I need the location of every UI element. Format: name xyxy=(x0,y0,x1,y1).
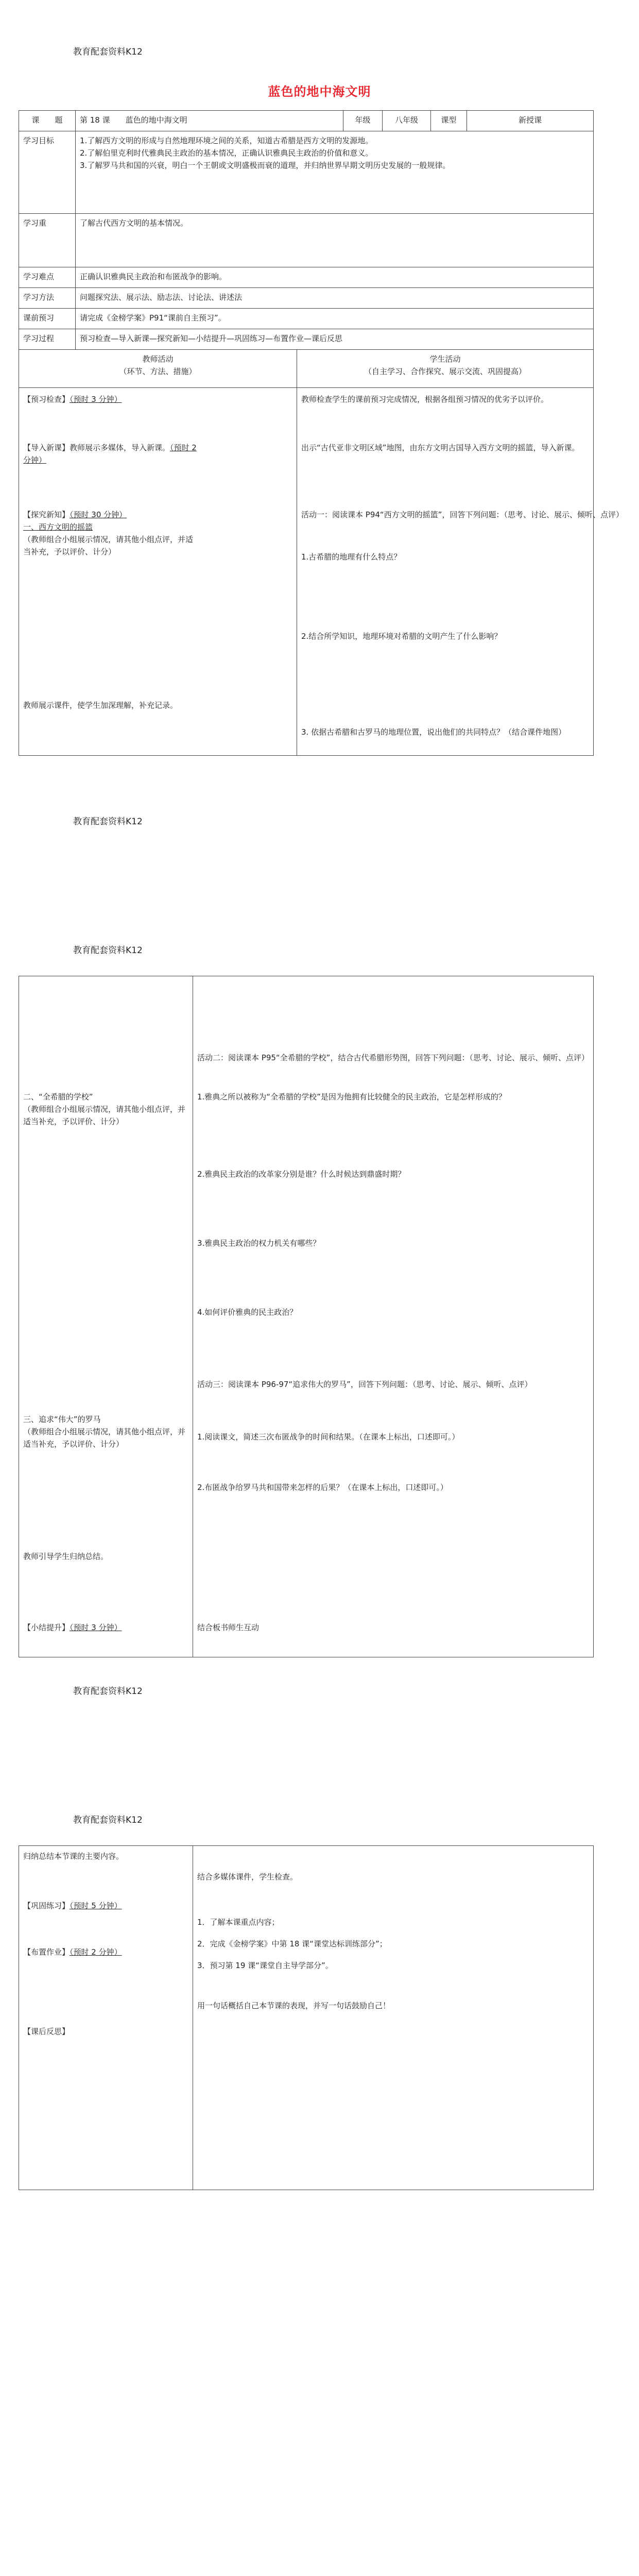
intro-desc: 出示“古代亚非文明区域”地图，由东方文明古国导入西方文明的摇篮，导入新课。 xyxy=(301,443,580,452)
activity1: 活动一：阅读课本 P94“西方文明的摇篮”，回答下列问题：（思考、讨论、展示、倾听、点评） xyxy=(301,510,624,519)
focus-value: 了解古代西方文明的基本情况。 xyxy=(76,214,594,267)
section2-note: （教师组合小组展示情况，请其他小组点评，并适当补充，予以评价、计分） xyxy=(23,1105,186,1126)
section3-heading: 三、追求“伟大”的罗马 xyxy=(23,1415,101,1424)
explore-time: （预时 30 分钟） xyxy=(70,510,127,519)
activity2-q4: 4.如何评价雅典的民主政治？ xyxy=(197,1308,298,1317)
goals-label: 学习目标 xyxy=(19,131,76,214)
intro-text: 教师展示多媒体，导入新课。 xyxy=(70,443,170,452)
activity1-q2: 2.结合所学知识，地理环境对希腊的文明产生了什么影响？ xyxy=(301,632,502,641)
wrap-text: 结合板书师生互动 xyxy=(197,1623,260,1632)
activity1-q1: 1.古希腊的地理有什么特点？ xyxy=(301,552,402,562)
type-value: 新授课 xyxy=(467,111,594,131)
grade-value: 八年级 xyxy=(383,111,431,131)
focus-label: 学习重 xyxy=(19,214,76,267)
homework-time: （预时 2 分钟） xyxy=(70,1947,122,1957)
section2-heading: 二、“全希腊的学校” xyxy=(23,1092,93,1101)
running-header: 教育配套资料K12 xyxy=(73,47,143,57)
wrap-time: （预时 3 分钟） xyxy=(70,1623,122,1632)
page-title: 蓝色的地中海文明 xyxy=(268,84,371,99)
teacher-activities-p2 xyxy=(19,976,193,1657)
preview-value: 请完成《金榜学案》P91“课前自主预习”。 xyxy=(76,309,594,329)
running-footer: 教育配套资料K12 xyxy=(73,1686,143,1697)
teacher-activities-p3 xyxy=(19,1846,193,2190)
intro-time: （预时 2 分钟） xyxy=(23,443,197,465)
homework-item: 2．完成《金榜学案》中第 18 课“课堂达标训练部分”； xyxy=(197,1939,387,1948)
goal-item: 2.了解伯里克利时代雅典民主政治的基本情况，正确认识雅典民主政治的价值和意义。 xyxy=(80,148,373,158)
section3-note: （教师组合小组展示情况，请其他小组点评，并适当补充，予以评价、计分） xyxy=(23,1427,186,1449)
student-column-header: 学生活动 （自主学习、合作探究、展示交流、巩固提高） xyxy=(297,350,594,388)
difficulty-label: 学习难点 xyxy=(19,267,76,288)
reflect-text: 用一句话概括自己本节课的表现，并写一句话鼓励自己！ xyxy=(197,2001,391,2010)
section1-heading: 一、西方文明的摇篮 xyxy=(23,522,93,532)
method-label: 学习方法 xyxy=(19,288,76,309)
running-footer: 教育配套资料K12 xyxy=(73,817,143,827)
section1-note: （教师组合小组展示情况，请其他小组点评，并适当补充，予以评价、计分） xyxy=(23,535,194,556)
teacher-column-header: 教师活动 （环节、方法、措施） xyxy=(19,350,297,388)
running-header: 教育配套资料K12 xyxy=(73,945,143,956)
difficulty-value: 正确认识雅典民主政治和布匿战争的影响。 xyxy=(76,267,594,288)
method-value: 问题探究法、展示法、励志法、讨论法、讲述法 xyxy=(76,288,594,309)
student-activities-p1 xyxy=(297,388,624,756)
check-text: 教师检查学生的课前预习完成情况，根据各组预习情况的优劣予以评价。 xyxy=(301,395,549,404)
guide-note: 教师引导学生归纳总结。 xyxy=(23,1552,109,1561)
practice-time: （预时 5 分钟） xyxy=(70,1901,122,1910)
lesson-plan-table-page1 xyxy=(19,110,624,756)
homework-item: 3．预习第 19 课“课堂自主导学部分”。 xyxy=(197,1961,333,1970)
wrap-label: 【小结提升】 xyxy=(23,1623,70,1632)
activity3-q2: 2.布匿战争给罗马共和国带来怎样的后果？（在课本上标出，口述即可。） xyxy=(197,1483,448,1492)
lesson-label: 课 题 xyxy=(19,111,76,131)
activity3-q1: 1.阅读课文，简述三次布匿战争的时间和结果。（在课本上标出，口述即可。） xyxy=(197,1432,460,1442)
student-activities-p3 xyxy=(193,1846,594,2190)
lesson-plan-table-page2 xyxy=(19,976,594,1657)
activity1-q3: 3. 依据古希腊和古罗马的地理位置，说出他们的共同特点？（结合课件地图） xyxy=(301,727,566,737)
student-activities-p2 xyxy=(193,976,594,1657)
activity2-q1: 1.雅典之所以被称为“全希腊的学校”是因为他拥有比较健全的民主政治，它是怎样形成的？ xyxy=(197,1092,506,1101)
goal-item: 1.了解西方文明的形成与自然地理环境之间的关系，知道古希腊是西方文明的发源地。 xyxy=(80,136,373,145)
process-label: 学习过程 xyxy=(19,329,76,350)
type-label: 课型 xyxy=(431,111,467,131)
preview-label: 课前预习 xyxy=(19,309,76,329)
activity2-q2: 2.雅典民主政治的改革家分别是谁？什么时候达到鼎盛时期？ xyxy=(197,1170,406,1179)
grade-label: 年级 xyxy=(343,111,383,131)
intro-label: 【导入新课】 xyxy=(23,443,70,452)
practice-label: 【巩固练习】 xyxy=(23,1901,70,1910)
activity2: 活动二：阅读课本 P95“全希腊的学校”，结合古代希腊形势图，回答下列问题：（思考、讨论、展示、倾听、点评） xyxy=(197,1053,589,1062)
practice-text: 结合多媒体课件，学生检查。 xyxy=(197,1872,298,1882)
summary-text: 归纳总结本节课的主要内容。 xyxy=(23,1852,124,1861)
check-time: （预时 3 分钟） xyxy=(70,395,122,404)
lesson-value: 第 18 课 蓝色的地中海文明 xyxy=(76,111,343,131)
process-value: 预习检查—导入新课—探究新知—小结提升—巩固练习—布置作业—课后反思 xyxy=(76,329,594,350)
lesson-plan-table-page3 xyxy=(19,1845,594,2190)
homework-item: 1．了解本课重点内容； xyxy=(197,1918,280,1927)
goals-content xyxy=(76,131,594,214)
homework-label: 【布置作业】 xyxy=(23,1947,70,1957)
reflect-label: 【课后反思】 xyxy=(23,2027,70,2036)
summary-note: 教师展示课件，使学生加深理解，补充记录。 xyxy=(23,701,178,710)
goal-item: 3.了解罗马共和国的兴衰，明白一个王朝或文明盛极而衰的道理，并归纳世界早期文明历史发展的一般规律。 xyxy=(80,161,451,170)
activity2-q3: 3.雅典民主政治的权力机关有哪些？ xyxy=(197,1239,321,1248)
running-header: 教育配套资料K12 xyxy=(73,1815,143,1825)
teacher-activities-p1 xyxy=(19,388,297,756)
check-label: 【预习检查】 xyxy=(23,395,70,404)
activity3: 活动三：阅读课本 P96-97“追求伟大的罗马”，回答下列问题：（思考、讨论、展示、倾听、点评） xyxy=(197,1380,532,1389)
explore-label: 【探究新知】 xyxy=(23,510,70,519)
